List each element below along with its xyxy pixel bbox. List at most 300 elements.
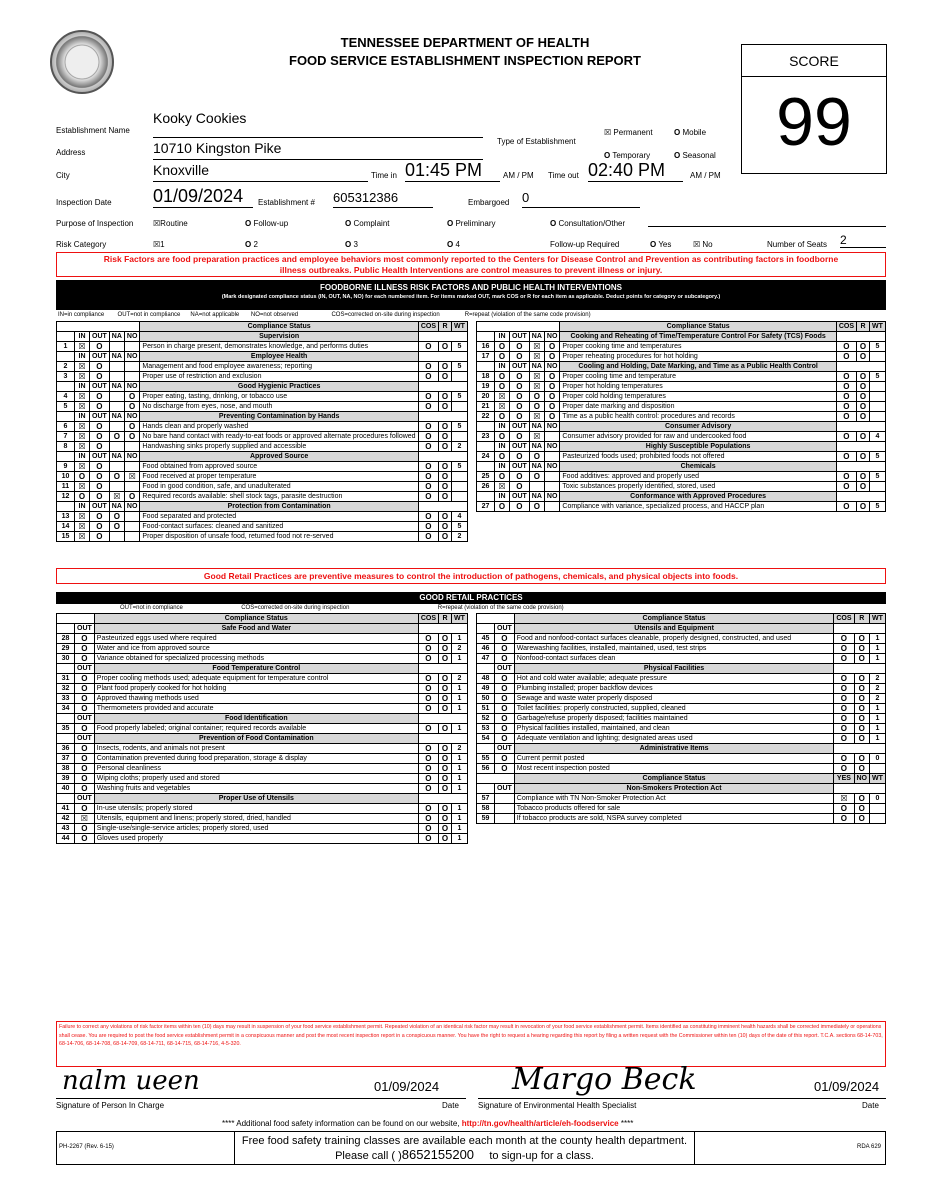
cos-option[interactable]: O [418, 644, 438, 654]
repeat-option[interactable]: O [854, 694, 870, 704]
weight: 5 [870, 452, 886, 462]
repeat-option[interactable]: O [854, 704, 870, 714]
info-line [222, 1119, 633, 1128]
followup-yes[interactable]: O Yes [650, 240, 672, 249]
pic-sig-label: Signature of Person In Charge [56, 1101, 165, 1110]
status-option[interactable]: O [90, 442, 110, 452]
cos-option[interactable]: O [418, 432, 438, 442]
repeat-option[interactable]: O [439, 764, 452, 774]
table-row [477, 674, 886, 684]
header-spacer [477, 322, 560, 332]
cos-option[interactable]: O [418, 342, 438, 352]
repeat-option[interactable]: O [439, 774, 452, 784]
status-option[interactable]: O [75, 834, 95, 844]
status-option[interactable]: O [109, 512, 124, 522]
cos-option[interactable]: O [418, 522, 438, 532]
item-description: Nonfood-contact surfaces clean [514, 654, 834, 664]
estnum-field[interactable] [333, 190, 433, 208]
cos-option[interactable]: O [418, 804, 438, 814]
status-option[interactable]: O [510, 452, 530, 462]
repeat-option[interactable]: O [857, 432, 870, 442]
address-field[interactable] [153, 140, 483, 160]
table-row [477, 402, 886, 412]
status-option[interactable]: O [75, 824, 95, 834]
cos-option[interactable]: O [834, 684, 854, 694]
cos-option[interactable]: O [836, 482, 856, 492]
item-description: Proper cooling methods used; adequate equipment for temperature control [94, 674, 418, 684]
repeat-option[interactable]: O [854, 794, 870, 804]
cos-option[interactable]: O [418, 784, 438, 794]
status-checked[interactable]: ☒ [529, 382, 544, 392]
status-col-header: NO [124, 412, 140, 422]
repeat-option[interactable]: O [857, 372, 870, 382]
status-option[interactable]: O [75, 674, 95, 684]
status-option[interactable]: O [75, 472, 90, 482]
status-option[interactable]: O [544, 372, 560, 382]
cos-option[interactable]: O [836, 412, 856, 422]
status-option[interactable]: O [495, 734, 515, 744]
cos-option[interactable]: O [418, 674, 438, 684]
status-option[interactable]: O [75, 784, 95, 794]
repeat-option[interactable]: O [439, 754, 452, 764]
status-option[interactable]: O [495, 654, 515, 664]
embargoed-field[interactable] [522, 190, 640, 208]
status-option[interactable]: O [510, 412, 530, 422]
status-option[interactable]: O [510, 372, 530, 382]
cos-option[interactable]: O [418, 654, 438, 664]
item-description: Time as a public health control: procedures and records [560, 412, 836, 422]
repeat-option[interactable]: O [439, 462, 452, 472]
time-in-field[interactable] [405, 160, 500, 182]
cos-option[interactable]: O [836, 432, 856, 442]
est-name-field[interactable] [153, 110, 483, 138]
repeat-option[interactable]: O [439, 654, 452, 664]
status-option[interactable]: O [124, 422, 140, 432]
status-option[interactable]: O [124, 392, 140, 402]
status-option[interactable]: O [75, 754, 95, 764]
status-option[interactable]: O [544, 402, 560, 412]
repeat-option[interactable]: O [439, 442, 452, 452]
seats-field[interactable] [840, 233, 886, 248]
cos-option[interactable]: O [836, 342, 856, 352]
repeat-option[interactable]: O [439, 512, 452, 522]
status-option[interactable]: O [495, 352, 510, 362]
risk-2[interactable]: O 2 [245, 240, 258, 249]
status-option[interactable]: O [90, 392, 110, 402]
repeat-option[interactable]: O [854, 714, 870, 724]
cos-option[interactable]: O [836, 502, 856, 512]
status-option[interactable]: O [495, 342, 510, 352]
item-description: Warewashing facilities, installed, maintained, used, test strips [514, 644, 834, 654]
cos-option[interactable]: O [418, 754, 438, 764]
repeat-option[interactable]: O [439, 392, 452, 402]
repeat-option[interactable]: O [854, 634, 870, 644]
item-description: Handwashing sinks properly supplied and accessible [140, 442, 418, 452]
table-row [57, 824, 468, 834]
cos-option[interactable]: O [418, 834, 438, 844]
status-checked[interactable]: ☒ [75, 482, 90, 492]
status-option[interactable]: O [510, 482, 530, 492]
cos-option[interactable]: O [418, 492, 438, 502]
header-spacer [57, 614, 95, 624]
status-option[interactable]: O [495, 644, 515, 654]
status-option[interactable]: O [75, 644, 95, 654]
cos-option[interactable]: O [418, 402, 438, 412]
repeat-option[interactable]: O [439, 422, 452, 432]
purpose-preliminary[interactable]: O Preliminary [447, 219, 496, 228]
status-empty [544, 472, 560, 482]
status-checked[interactable]: ☒ [124, 472, 140, 482]
cos-option[interactable]: O [418, 764, 438, 774]
repeat-option[interactable]: O [857, 472, 870, 482]
cos-option[interactable]: O [834, 694, 854, 704]
repeat-option[interactable]: O [857, 452, 870, 462]
ehs-signature[interactable]: Margo Beck [512, 1062, 697, 1097]
status-option[interactable]: O [75, 724, 95, 734]
status-option[interactable]: O [75, 804, 95, 814]
repeat-option[interactable]: O [857, 352, 870, 362]
status-option[interactable]: O [544, 382, 560, 392]
status-checked[interactable]: ☒ [75, 422, 90, 432]
status-col-header: NO [544, 332, 560, 342]
repeat-option[interactable]: O [854, 764, 870, 774]
repeat-option[interactable]: O [854, 734, 870, 744]
type-permanent-label: Permanent [613, 128, 653, 137]
status-option[interactable]: O [544, 392, 560, 402]
repeat-option[interactable]: O [439, 362, 452, 372]
weight: 0 [870, 754, 886, 764]
repeat-option[interactable]: O [854, 684, 870, 694]
weight: 1 [452, 724, 468, 734]
status-option[interactable]: O [495, 714, 515, 724]
risk-4[interactable]: O 4 [447, 240, 460, 249]
repeat-option[interactable]: O [857, 412, 870, 422]
type-permanent[interactable]: ☒ Permanent [604, 128, 653, 137]
status-option[interactable]: O [109, 522, 124, 532]
status-checked[interactable]: ☒ [529, 352, 544, 362]
section-heading: Non-Smokers Protection Act [514, 784, 834, 794]
status-option[interactable]: O [75, 744, 95, 754]
status-option[interactable]: O [90, 482, 110, 492]
status-option[interactable]: O [495, 432, 510, 442]
status-option[interactable]: O [75, 654, 95, 664]
repeat-option[interactable]: O [439, 402, 452, 412]
status-option[interactable]: O [90, 402, 110, 412]
repeat-option[interactable]: O [439, 814, 452, 824]
status-option[interactable]: O [90, 492, 110, 502]
status-option[interactable]: O [75, 764, 95, 774]
followup-no[interactable]: ☒ No [693, 240, 713, 249]
repeat-option[interactable]: O [439, 674, 452, 684]
status-option[interactable]: O [75, 634, 95, 644]
cos-option[interactable]: O [418, 704, 438, 714]
cos-option[interactable]: O [418, 482, 438, 492]
status-col-header: OUT [90, 382, 110, 392]
weight [452, 432, 468, 442]
cos-option[interactable]: O [834, 654, 854, 664]
repeat-option[interactable]: O [857, 392, 870, 402]
repeat-option[interactable]: O [439, 694, 452, 704]
purpose-complaint[interactable]: O Complaint [345, 219, 390, 228]
repeat-option[interactable]: O [854, 674, 870, 684]
type-temporary[interactable]: O Temporary [604, 151, 651, 160]
time-out-field[interactable] [588, 160, 683, 182]
cos-option[interactable]: O [836, 472, 856, 482]
status-option[interactable]: O [495, 412, 510, 422]
item-description: No discharge from eyes, nose, and mouth [140, 402, 418, 412]
wt-header: WT [870, 774, 886, 784]
status-option[interactable]: O [90, 422, 110, 432]
cos-option[interactable]: O [836, 382, 856, 392]
weight: 1 [452, 834, 468, 844]
status-checked[interactable]: ☒ [75, 342, 90, 352]
date-field[interactable] [153, 186, 253, 208]
cos-option[interactable]: O [418, 774, 438, 784]
repeat-option[interactable]: O [854, 724, 870, 734]
cos-option[interactable]: O [418, 744, 438, 754]
cos-option[interactable]: O [418, 472, 438, 482]
status-option[interactable]: O [90, 532, 110, 542]
repeat-option[interactable]: O [854, 754, 870, 764]
repeat-option[interactable]: O [854, 644, 870, 654]
status-checked[interactable]: ☒ [75, 462, 90, 472]
status-checked[interactable]: ☒ [495, 482, 510, 492]
status-option[interactable]: O [544, 342, 560, 352]
status-option[interactable]: O [90, 472, 110, 482]
type-mobile[interactable]: O Mobile [674, 128, 707, 137]
cos-option[interactable]: O [834, 644, 854, 654]
purpose-followup[interactable]: O Follow-up [245, 219, 289, 228]
item-description: Wiping cloths; properly used and stored [94, 774, 418, 784]
status-checked[interactable]: ☒ [75, 814, 95, 824]
cos-option[interactable]: ☒ [834, 794, 854, 804]
status-option[interactable]: O [529, 402, 544, 412]
status-checked[interactable]: ☒ [75, 522, 90, 532]
status-checked[interactable]: ☒ [75, 372, 90, 382]
status-option[interactable]: O [109, 432, 124, 442]
status-option[interactable]: O [495, 754, 515, 764]
status-option[interactable]: O [75, 704, 95, 714]
repeat-option[interactable]: O [439, 634, 452, 644]
repeat-option[interactable]: O [439, 824, 452, 834]
status-option[interactable]: O [510, 382, 530, 392]
cos-option[interactable]: O [418, 362, 438, 372]
status-option[interactable]: O [544, 412, 560, 422]
cos-option[interactable]: O [418, 442, 438, 452]
cos-option[interactable]: O [418, 422, 438, 432]
status-checked[interactable]: ☒ [495, 392, 510, 402]
status-option[interactable]: O [544, 352, 560, 362]
cos-option[interactable]: O [834, 704, 854, 714]
repeat-option[interactable]: O [857, 342, 870, 352]
cos-option[interactable]: O [418, 532, 438, 542]
repeat-option[interactable]: O [439, 492, 452, 502]
city-field[interactable] [153, 162, 368, 182]
cos-option[interactable]: O [418, 824, 438, 834]
status-checked[interactable]: ☒ [529, 432, 544, 442]
cos-option[interactable]: O [836, 352, 856, 362]
r-header: R [854, 614, 870, 624]
status-col-header: IN [75, 352, 90, 362]
status-checked[interactable]: ☒ [109, 492, 124, 502]
cos-option[interactable]: O [836, 392, 856, 402]
status-option[interactable]: O [495, 674, 515, 684]
status-option[interactable]: O [510, 342, 530, 352]
table-row [477, 764, 886, 774]
repeat-option[interactable]: O [439, 834, 452, 844]
weight: 2 [452, 442, 468, 452]
status-option[interactable]: O [75, 694, 95, 704]
cos-option[interactable]: O [418, 684, 438, 694]
purpose-consultation[interactable]: O Consultation/Other [550, 219, 626, 228]
phone-number: 8652155200 [401, 1147, 475, 1162]
time-out-value: 02:40 PM [588, 160, 666, 180]
status-option[interactable]: O [495, 382, 510, 392]
status-option[interactable]: O [90, 342, 110, 352]
status-option[interactable]: O [495, 764, 515, 774]
status-option[interactable]: O [495, 634, 515, 644]
cos-option[interactable]: O [834, 724, 854, 734]
status-checked[interactable]: ☒ [529, 342, 544, 352]
table-row [477, 392, 886, 402]
repeat-option[interactable]: O [857, 402, 870, 412]
status-option[interactable]: O [495, 724, 515, 734]
cos-option[interactable]: O [418, 694, 438, 704]
cos-option[interactable]: O [418, 634, 438, 644]
repeat-option[interactable]: O [439, 372, 452, 382]
type-mobile-label: Mobile [682, 128, 707, 137]
status-col-header: OUT [90, 412, 110, 422]
status-checked[interactable]: ☒ [495, 402, 510, 412]
cos-option[interactable]: O [418, 814, 438, 824]
status-option[interactable]: O [124, 402, 140, 412]
cos-option[interactable]: O [418, 724, 438, 734]
status-option[interactable]: O [510, 392, 530, 402]
cos-option[interactable]: O [418, 372, 438, 382]
status-option[interactable]: O [529, 472, 544, 482]
status-checked[interactable]: ☒ [75, 392, 90, 402]
repeat-option[interactable]: O [439, 784, 452, 794]
status-checked[interactable]: ☒ [75, 362, 90, 372]
status-option[interactable]: O [495, 684, 515, 694]
repeat-option[interactable]: O [439, 522, 452, 532]
cos-option[interactable]: O [834, 634, 854, 644]
status-checked[interactable]: ☒ [75, 442, 90, 452]
status-option[interactable]: O [510, 432, 530, 442]
cos-option[interactable]: O [834, 754, 854, 764]
status-option[interactable]: O [510, 502, 530, 512]
status-option[interactable]: O [529, 452, 544, 462]
repeat-option[interactable]: O [439, 532, 452, 542]
status-option[interactable]: O [75, 492, 90, 502]
status-option[interactable]: O [510, 352, 530, 362]
wt-header: WT [870, 322, 886, 332]
status-checked[interactable]: ☒ [75, 402, 90, 412]
repeat-option[interactable]: O [439, 472, 452, 482]
cos-option[interactable]: O [836, 452, 856, 462]
repeat-option[interactable]: O [439, 432, 452, 442]
status-option[interactable]: O [495, 472, 510, 482]
purpose-routine[interactable]: ☒Routine [153, 219, 188, 228]
website-link[interactable]: http://tn.gov/health/article/eh-foodservice [461, 1119, 619, 1128]
cos-option[interactable]: O [418, 462, 438, 472]
repeat-option[interactable]: O [854, 804, 870, 814]
risk-3[interactable]: O 3 [345, 240, 358, 249]
status-option[interactable]: O [124, 492, 140, 502]
type-seasonal[interactable]: O Seasonal [674, 151, 716, 160]
status-option[interactable]: O [510, 402, 530, 412]
status-option[interactable]: O [90, 462, 110, 472]
seats-label: Number of Seats [767, 240, 828, 249]
status-checked[interactable]: ☒ [75, 532, 90, 542]
table-row [57, 624, 468, 634]
status-option[interactable]: O [529, 502, 544, 512]
repeat-option[interactable]: O [857, 382, 870, 392]
status-option[interactable]: O [90, 522, 110, 532]
status-option[interactable]: O [109, 472, 124, 482]
status-option[interactable]: O [495, 372, 510, 382]
status-option[interactable]: O [495, 502, 510, 512]
risk-1[interactable]: ☒1 [153, 240, 165, 249]
status-option[interactable]: O [90, 432, 110, 442]
status-option[interactable]: O [495, 704, 515, 714]
cos-option[interactable]: O [834, 804, 854, 814]
section-heading: Cooking and Reheating of Time/Temperature Control For Safety (TCS) Foods [560, 332, 836, 342]
repeat-option[interactable]: O [439, 644, 452, 654]
cos-option[interactable]: O [836, 372, 856, 382]
status-option[interactable]: O [495, 452, 510, 462]
status-option[interactable]: O [495, 694, 515, 704]
repeat-option[interactable]: O [439, 744, 452, 754]
repeat-option[interactable]: O [439, 724, 452, 734]
status-option[interactable]: O [90, 372, 110, 382]
status-option[interactable]: O [529, 392, 544, 402]
repeat-option[interactable]: O [439, 482, 452, 492]
weight: 1 [452, 684, 468, 694]
status-option[interactable]: O [124, 432, 140, 442]
cos-option[interactable]: O [834, 734, 854, 744]
repeat-option[interactable]: O [854, 814, 870, 824]
cos-option[interactable]: O [834, 764, 854, 774]
status-checked[interactable]: ☒ [529, 412, 544, 422]
cos-option[interactable]: O [834, 814, 854, 824]
header-spacer [477, 774, 515, 784]
cos-option[interactable]: O [834, 714, 854, 724]
repeat-option[interactable]: O [439, 684, 452, 694]
time-in-value: 01:45 PM [405, 160, 483, 180]
pic-signature[interactable]: nalm ueen [62, 1066, 200, 1096]
repeat-option[interactable]: O [857, 482, 870, 492]
status-option[interactable]: O [75, 684, 95, 694]
repeat-option[interactable]: O [439, 342, 452, 352]
status-checked[interactable]: ☒ [75, 432, 90, 442]
repeat-option[interactable]: O [439, 704, 452, 714]
repeat-option[interactable]: O [854, 654, 870, 664]
status-option[interactable]: O [75, 774, 95, 784]
status-option[interactable]: O [510, 472, 530, 482]
status-option[interactable]: O [90, 362, 110, 372]
state-seal [50, 30, 114, 94]
repeat-option[interactable]: O [439, 804, 452, 814]
status-checked[interactable]: ☒ [75, 512, 90, 522]
cos-option[interactable]: O [836, 402, 856, 412]
repeat-option[interactable]: O [857, 502, 870, 512]
cos-option[interactable]: O [834, 674, 854, 684]
status-checked[interactable]: ☒ [529, 372, 544, 382]
cos-option[interactable]: O [418, 392, 438, 402]
cos-option[interactable]: O [418, 512, 438, 522]
status-option[interactable]: O [90, 512, 110, 522]
